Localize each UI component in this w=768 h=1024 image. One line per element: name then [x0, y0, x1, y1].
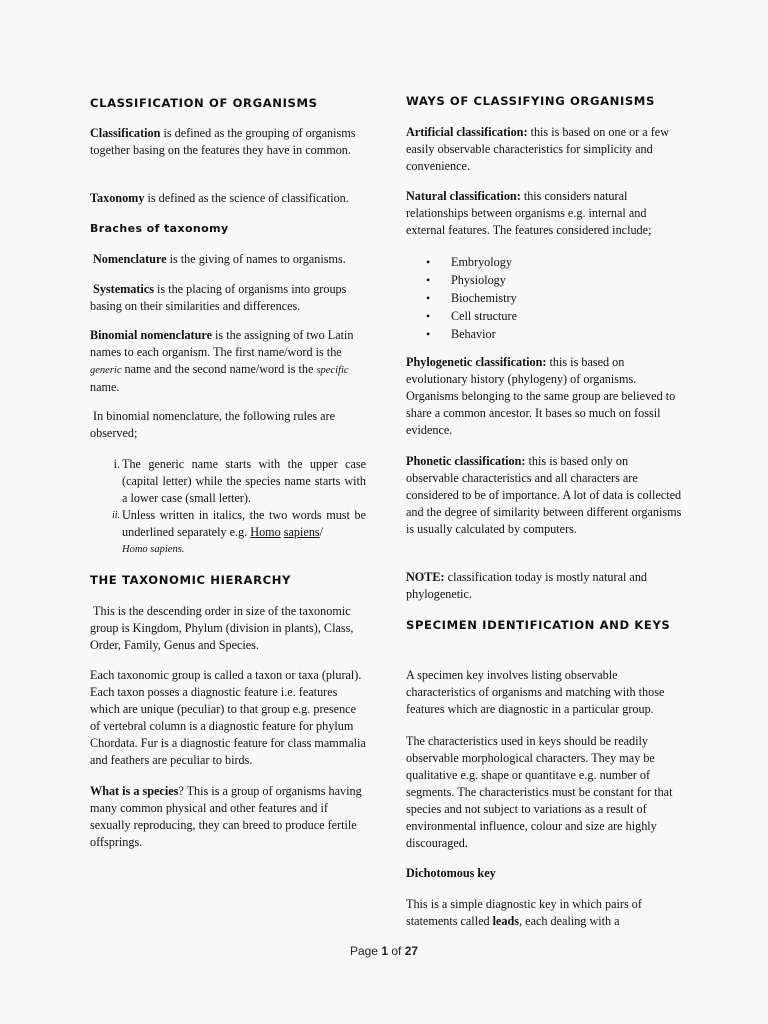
- feature-label: Embryology: [451, 255, 512, 269]
- bullet-icon: •: [426, 291, 431, 305]
- term-binomial: Binomial nomenclature: [90, 328, 212, 342]
- classification-title: CLASSIFICATION OF ORGANISMS: [90, 96, 318, 110]
- binomial-text-3: name.: [90, 380, 120, 394]
- term-classification: Classification: [90, 126, 161, 140]
- systematics-text: is the placing of organisms into groups basing on their similarities and differences.: [90, 282, 347, 313]
- feature-label: Physiology: [451, 273, 506, 287]
- term-systematics: Systematics: [93, 282, 154, 296]
- systematics-definition: [90, 281, 366, 315]
- hierarchy-title: THE TAXONOMIC HIERARCHY: [90, 573, 292, 587]
- term-artificial: Artificial classification:: [406, 125, 528, 139]
- bullet-icon: •: [426, 273, 431, 287]
- characteristics-text: The characteristics used in keys should be readily observable morphological characters. They may be qualitative e.g. shape or quantitave e.g. number of segments. The characteristics must be constant for that species and not subject to variations as a result of environmental influence, colour and size are highly discouraged.: [406, 734, 673, 850]
- rules-intro: [90, 408, 366, 442]
- classification-text: is defined as the grouping of organisms together basing on the features they have in common.: [90, 126, 356, 157]
- current-page: 1: [381, 944, 388, 958]
- artificial-text: this is based on one or a few easily observable characteristics for simplicity and convenience.: [406, 125, 669, 173]
- term-species: What is a species: [90, 784, 179, 798]
- underlined-homo: Homo: [250, 525, 281, 539]
- phylogenetic-text: this is based on evolutionary history (phylogeny) of organisms. Organisms belonging to the same group are believed to share a common ancestor. It bases so much on fossil evidence.: [406, 355, 676, 437]
- underlined-sapiens: sapiens: [283, 525, 320, 539]
- page-label: Page: [349, 944, 382, 958]
- natural-text: this considers natural relationships between organisms e.g. internal and external features. The features considered include;: [406, 189, 652, 237]
- nomenclature-definition: [90, 251, 366, 268]
- binomial-definition: [90, 327, 366, 396]
- term-natural: Natural classification:: [406, 189, 521, 203]
- rule-item: [90, 507, 366, 558]
- bullet-icon: •: [426, 255, 431, 269]
- bullet-icon: •: [426, 327, 431, 341]
- dichotomous-text-2: , each dealing with a: [519, 914, 620, 928]
- taxonomy-text: is defined as the science of classification.: [144, 191, 349, 205]
- italic-homo-sapiens: Homo sapiens.: [122, 544, 185, 555]
- term-taxonomy: Taxonomy: [90, 191, 145, 205]
- feature-label: Cell structure: [451, 309, 517, 323]
- nomenclature-text: is the giving of names to organisms.: [166, 252, 346, 266]
- binomial-text-1: is the assigning of two Latin names to each organism. The first name/word is the: [90, 328, 354, 359]
- list-item: [406, 253, 682, 271]
- rules-intro-text: In binomial nomenclature, the following rules are observed;: [90, 409, 336, 440]
- rule-text: Unless written in italics, the two words must be underlined separately e.g.: [122, 508, 366, 539]
- term-phonetic: Phonetic classification:: [406, 454, 526, 468]
- natural-definition: [406, 188, 682, 239]
- taxonomy-definition: [90, 190, 366, 207]
- phonetic-definition: [406, 453, 682, 538]
- feature-label: Behavior: [451, 327, 496, 341]
- dichotomous-text-1: This is a simple diagnostic key in which pairs of statements called: [406, 897, 642, 928]
- rule-text: The generic name starts with the upper case (capital letter) while the species name starts with a lower case (small letter).: [122, 457, 366, 505]
- rule-slash: /: [319, 525, 324, 539]
- list-item: [406, 325, 682, 343]
- list-item: [406, 289, 682, 307]
- features-list: [406, 253, 682, 343]
- taxon-text: Each taxonomic group is called a taxon or taxa (plural). Each taxon posses a diagnostic feature i.e. features which are unique (peculiar) to that group e.g. presence of vertebral column is a diagnostic feature for phylum Chordata. Fur is a diagnostic feature for class mammalia and feathers are peculiar to birds.: [90, 668, 366, 767]
- species-definition: [90, 783, 366, 851]
- dichotomous-heading: Dichotomous key: [406, 866, 496, 880]
- page-footer: [0, 944, 768, 958]
- list-item: [406, 271, 682, 289]
- ways-title: WAYS OF CLASSIFYING ORGANISMS: [406, 94, 655, 108]
- note-text: classification today is mostly natural and phylogenetic.: [406, 570, 648, 601]
- branches-heading: Braches of taxonomy: [90, 222, 229, 235]
- hierarchy-text: [90, 603, 366, 654]
- rule-item: [90, 456, 366, 507]
- artificial-definition: [406, 124, 682, 175]
- specific-word: specific: [316, 365, 349, 376]
- bullet-icon: •: [426, 309, 431, 323]
- binomial-text-2: name and the second name/word is the: [121, 362, 317, 376]
- rule-number: ii.: [111, 510, 120, 521]
- hierarchy-text-body: This is the descending order in size of the taxonomic group is Kingdom, Phylum (division in plants), Class, Order, Family, Genus and Species.: [90, 604, 354, 652]
- species-text: ? This is a group of organisms having many common physical and other features and if sexually reproducing, they can breed to produce fertile offsprings.: [90, 784, 362, 849]
- generic-word: generic: [90, 365, 122, 376]
- list-item: [406, 307, 682, 325]
- term-phylogenetic: Phylogenetic classification:: [406, 355, 547, 369]
- term-nomenclature: Nomenclature: [93, 252, 167, 266]
- phonetic-text: this is based only on observable characteristics and all characters are considered to be of importance. A lot of data is collected and the degree of similarity between different organisms is usually calculated by computers.: [406, 454, 682, 536]
- page-of: of: [388, 944, 405, 958]
- dichotomous-text: [406, 896, 682, 930]
- note: [406, 569, 682, 603]
- keys-text: A specimen key involves listing observable characteristics of organisms and matching with those features which are diagnostic in a particular group.: [406, 668, 665, 716]
- keys-title: SPECIMEN IDENTIFICATION AND KEYS: [406, 618, 671, 632]
- term-note: NOTE:: [406, 570, 445, 584]
- rule-number: i.: [113, 457, 120, 471]
- total-pages: 27: [404, 944, 419, 958]
- phylogenetic-definition: [406, 354, 682, 439]
- rules-list: [90, 456, 366, 558]
- term-leads: leads: [492, 914, 520, 928]
- feature-label: Biochemistry: [451, 291, 517, 305]
- classification-definition: [90, 125, 366, 159]
